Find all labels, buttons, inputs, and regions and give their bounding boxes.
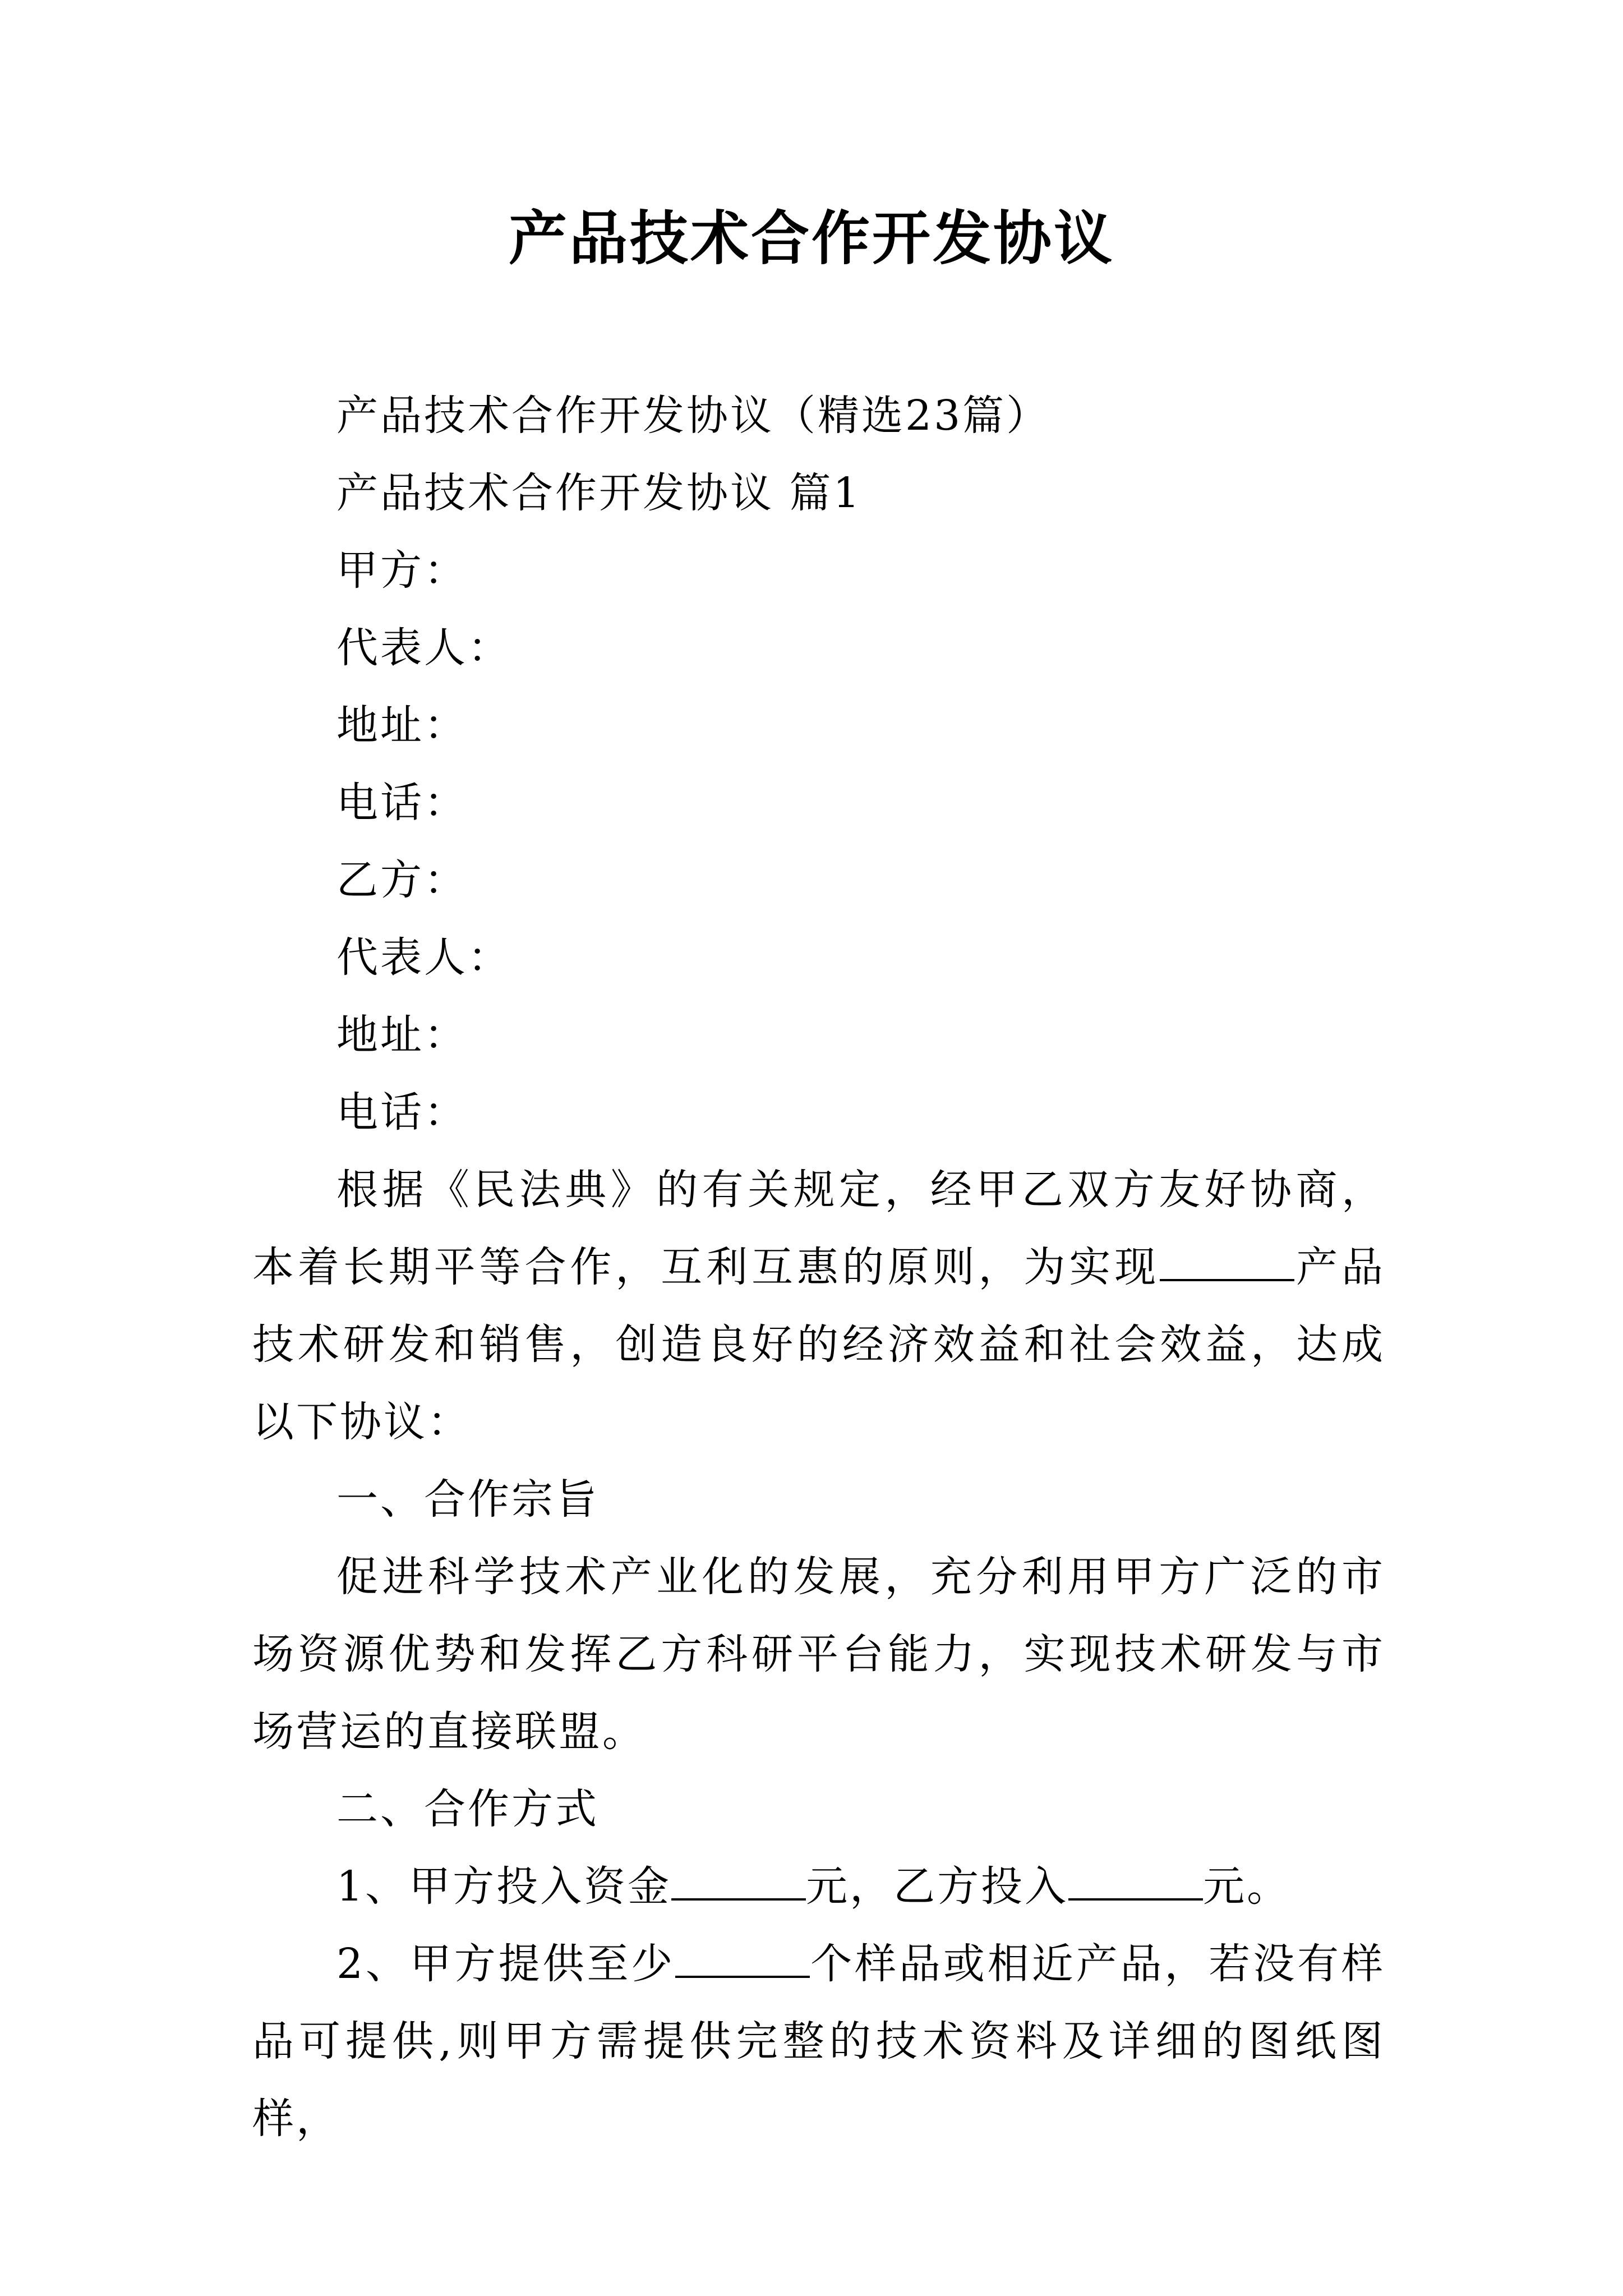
document-title: 产品技术合作开发协议 — [508, 204, 1114, 273]
heading-cooperation-method: 二、合作方式 — [336, 1785, 599, 1833]
item-1-text-2: 元，乙方投入 — [806, 1862, 1069, 1911]
party-a-address: 地址： — [336, 701, 468, 749]
document-body — [252, 377, 1385, 2157]
party-b-phone: 电话： — [336, 1088, 468, 1137]
party-b-label: 乙方： — [336, 856, 468, 904]
heading-cooperation-purpose: 一、合作宗旨 — [336, 1475, 599, 1524]
party-a-label: 甲方： — [336, 546, 468, 595]
item-2-text-2: 个样品或相近产品，若没有样品可提供,则甲方需提供完整的技术资料及详细的图纸图样， — [252, 1940, 1385, 2143]
section-title: 产品技术合作开发协议 篇1 — [336, 469, 862, 517]
item-2-text-1: 2、甲方提供至少 — [336, 1940, 676, 1988]
item-1 — [252, 1848, 1385, 1925]
item-1-text-3: 元。 — [1203, 1862, 1291, 1911]
blank-line — [1160, 1244, 1294, 1281]
intro-paragraph — [252, 1151, 1385, 1461]
item-2 — [252, 1925, 1385, 2157]
item-1-text-1: 1、甲方投入资金 — [336, 1862, 672, 1911]
party-b-representative: 代表人： — [336, 933, 511, 982]
blank-line — [1068, 1864, 1203, 1901]
subtitle: 产品技术合作开发协议（精选23篇） — [336, 392, 1050, 440]
party-a-phone: 电话： — [336, 779, 468, 827]
blank-line — [675, 1941, 810, 1978]
intro-text-2: 产品技术研发和销售，创造良好的经济效益和社会效益，达成以下协议： — [252, 1243, 1386, 1446]
purpose-paragraph: 促进科学技术产业化的发展，充分利用甲方广泛的市场资源优势和发挥乙方科研平台能力，实现技术研发与市场营运的直接联盟。 — [252, 1553, 1385, 1756]
blank-line — [671, 1864, 806, 1901]
intro-text-1: 根据《民法典》的有关规定，经甲乙双方友好协商，本着长期平等合作，互利互惠的原则，为实现 — [252, 1166, 1385, 1291]
party-a-representative: 代表人： — [336, 624, 511, 672]
party-b-address: 地址： — [336, 1011, 468, 1059]
